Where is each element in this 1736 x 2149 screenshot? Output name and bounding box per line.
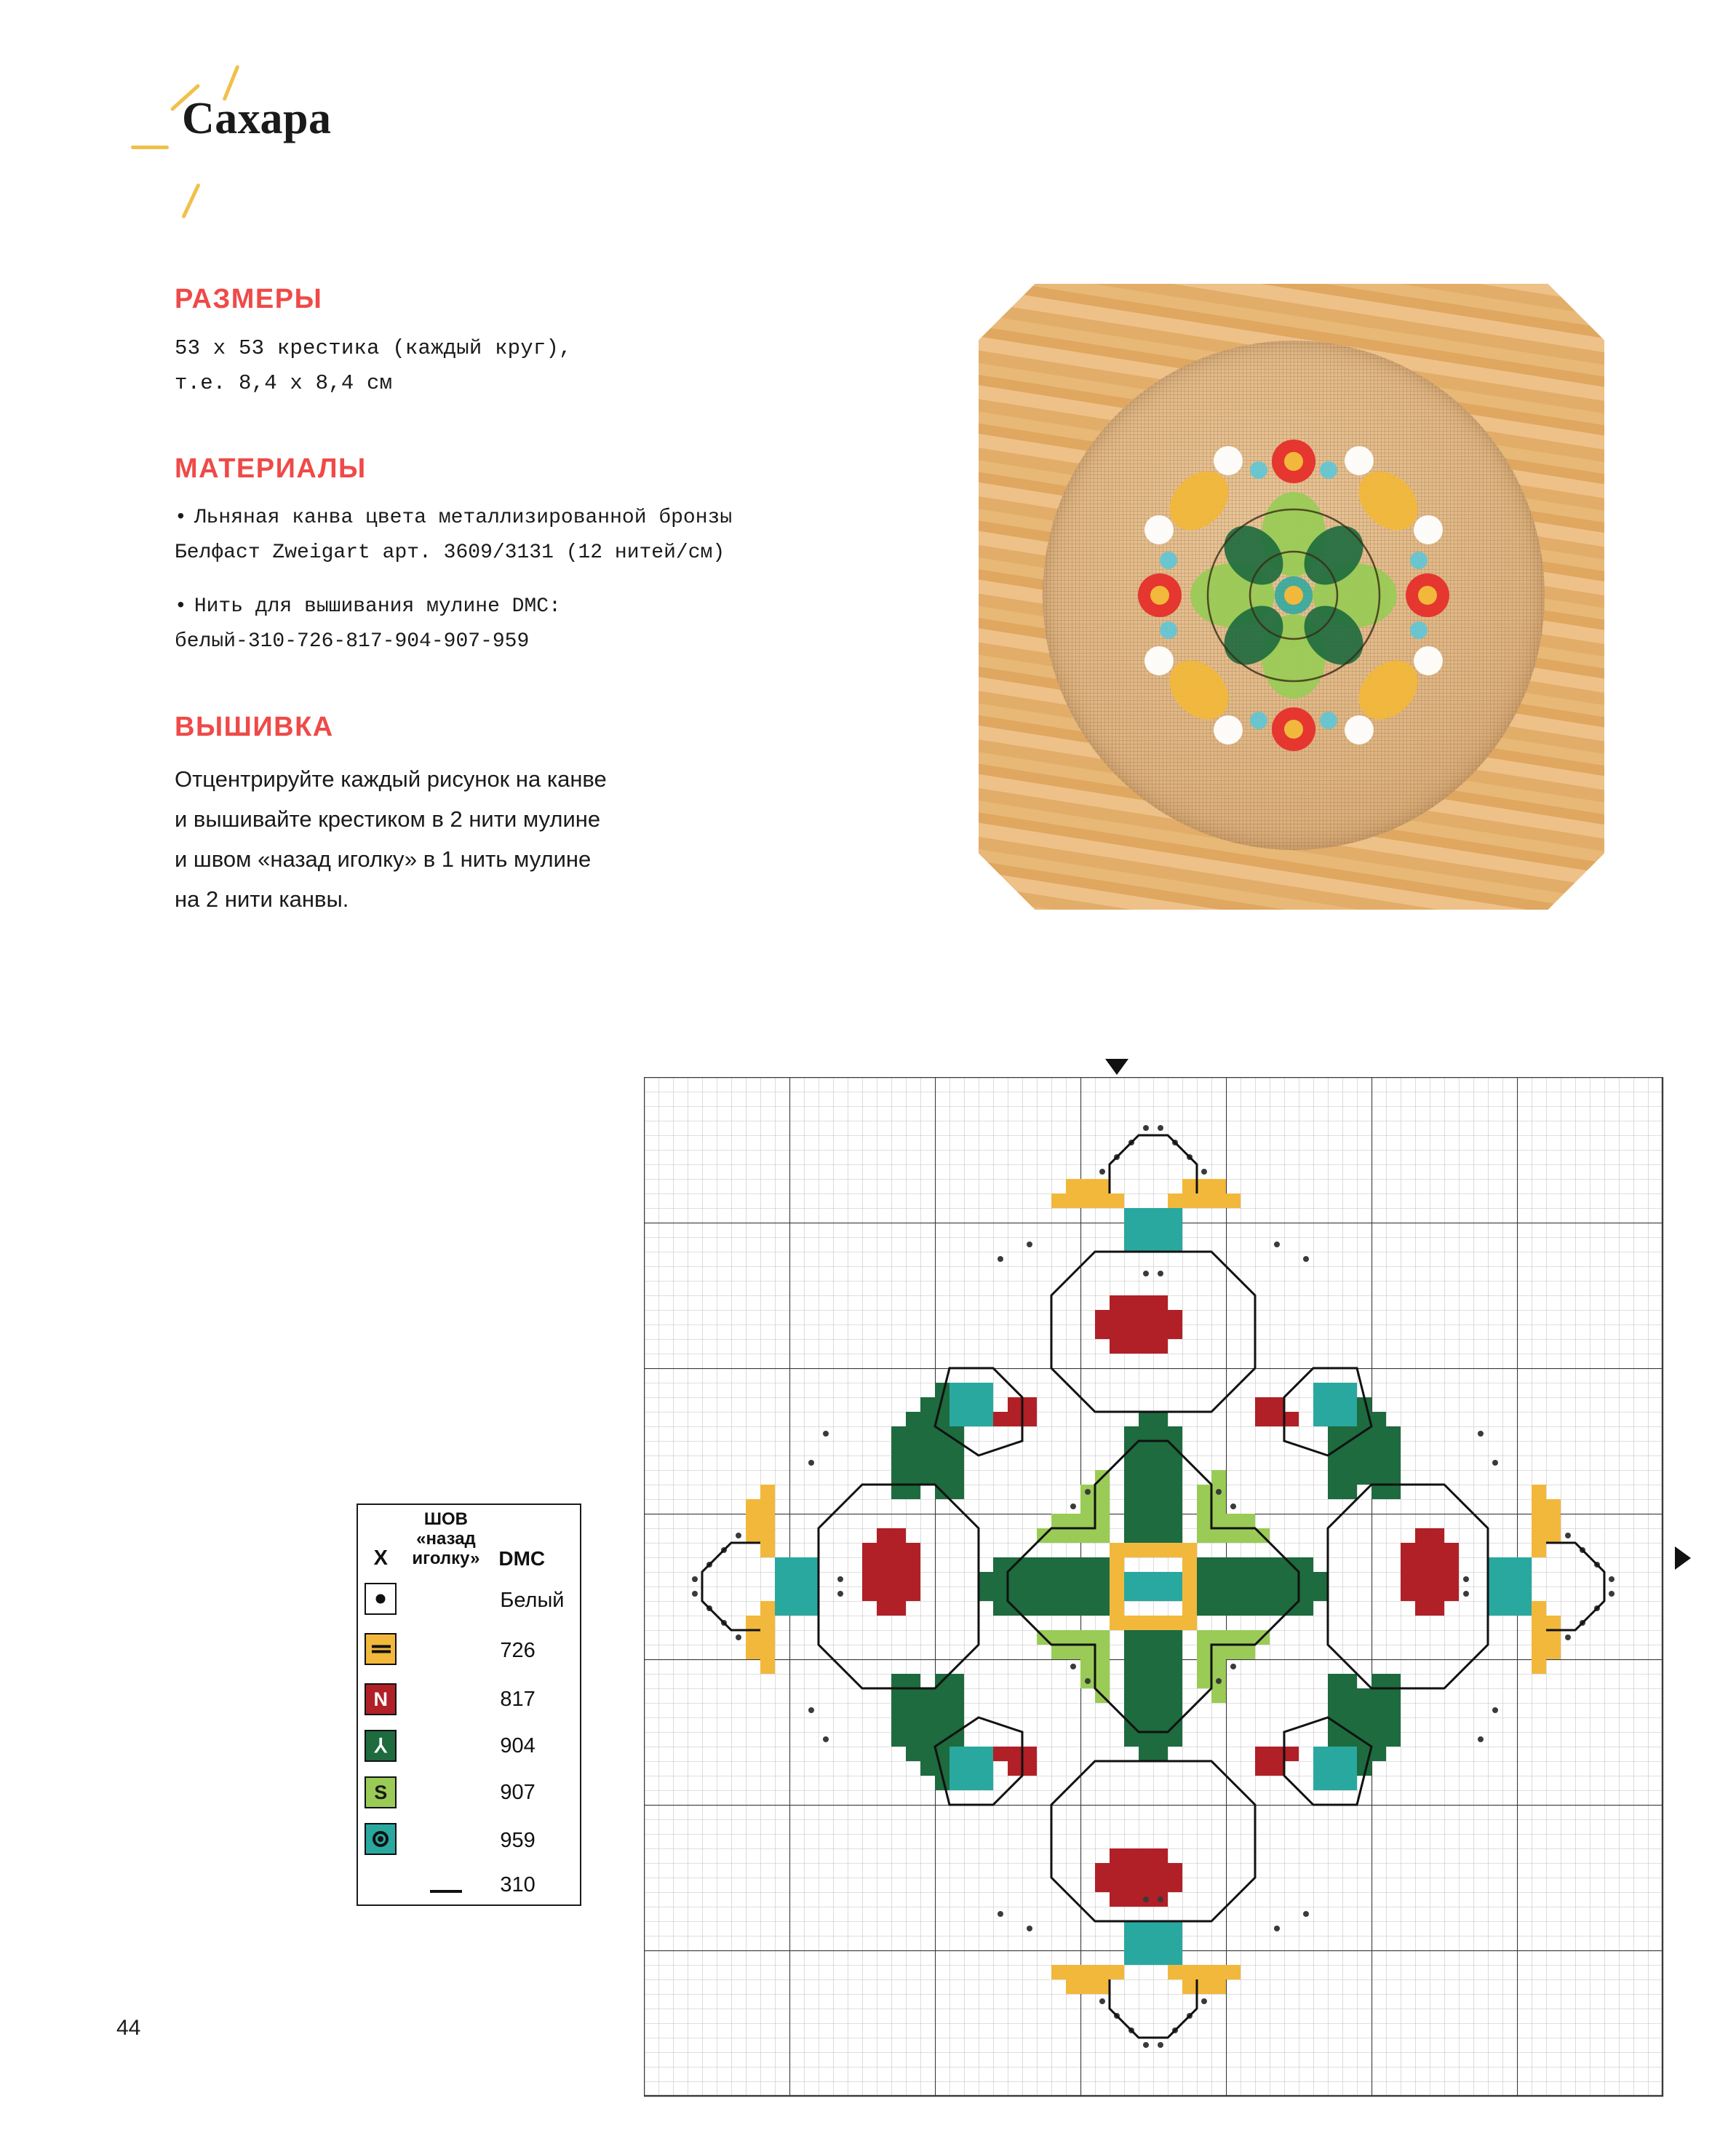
- legend-symbol-cell: [358, 1723, 404, 1769]
- legend-backstitch-cell: [404, 1676, 489, 1723]
- embroidery-line-4: на 2 нити канвы.: [175, 886, 349, 912]
- materials-heading: МАТЕРИАЛЫ: [175, 453, 367, 484]
- legend-backstitch-cell: [404, 1723, 489, 1769]
- legend-table: [357, 1503, 581, 1906]
- legend-symbol-cell: [358, 1576, 404, 1626]
- bullet-icon: •: [175, 595, 187, 618]
- legend-row: [358, 1626, 580, 1676]
- letter-s-icon: S: [365, 1776, 397, 1808]
- legend-dmc-value: 907: [500, 1780, 535, 1804]
- legend-header-backstitch-l1: ШОВ: [423, 1509, 468, 1529]
- legend-row: [358, 1816, 580, 1866]
- equals-icon: [365, 1633, 397, 1665]
- legend-header-backstitch-l2: «назад: [416, 1529, 476, 1549]
- page-title-block: [131, 73, 786, 204]
- embroidery-line-1: Отцентрируйте каждый рисунок на канве: [175, 766, 607, 792]
- legend-backstitch-cell: [404, 1626, 489, 1676]
- legend-dmc-value: 310: [500, 1873, 535, 1896]
- sunburst-ray-icon: [131, 146, 169, 149]
- sunburst-ray-icon: [181, 183, 201, 218]
- legend-row: [358, 1769, 580, 1816]
- legend-row: [358, 1723, 580, 1769]
- embroidered-fabric: [1043, 341, 1545, 850]
- legend-dmc-value: Белый: [500, 1589, 565, 1612]
- dash-line-icon: [430, 1874, 462, 1893]
- legend-row: [358, 1676, 580, 1723]
- embroidery-motif: [1090, 392, 1497, 799]
- embroidery-body: [175, 759, 829, 919]
- legend-header-row: [358, 1505, 580, 1576]
- circle-dot-icon: [365, 1823, 397, 1855]
- legend-header-cross: X: [373, 1546, 388, 1570]
- materials-item-2-line-1: Нить для вышивания мулине DMC:: [194, 595, 561, 618]
- legend-dmc-value: 904: [500, 1733, 535, 1757]
- legend-backstitch-cell: [404, 1576, 489, 1626]
- legend-dmc-value: 726: [500, 1639, 535, 1662]
- materials-item: [175, 589, 829, 659]
- white-dot-icon: [365, 1583, 397, 1615]
- legend-backstitch-cell: [404, 1866, 489, 1904]
- center-marker-right-icon: [1675, 1546, 1691, 1570]
- legend-header-backstitch-l3: иголку»: [412, 1549, 480, 1568]
- legend-symbol-cell: [358, 1769, 404, 1816]
- legend-symbol-cell: [358, 1866, 404, 1904]
- letter-n-icon: N: [365, 1683, 397, 1715]
- legend-backstitch-cell: [404, 1816, 489, 1866]
- embroidery-line-2: и вышивайте крестиком в 2 нити мулине: [175, 806, 601, 832]
- legend-symbol-cell: [358, 1676, 404, 1723]
- embroidery-line-3: и швом «назад иголку» в 1 нить мулине: [175, 846, 592, 872]
- materials-item-1-line-2: Белфаст Zweigart арт. 3609/3131 (12 нитей/см): [175, 541, 725, 564]
- center-marker-top-icon: [1105, 1059, 1128, 1075]
- legend-row: [358, 1576, 580, 1626]
- page-number: 44: [116, 2016, 141, 2040]
- legend-backstitch-cell: [404, 1769, 489, 1816]
- legend-header-dmc: DMC: [498, 1547, 546, 1570]
- cross-stitch-chart: [644, 1077, 1670, 2103]
- legend-header-backstitch: [404, 1505, 489, 1576]
- materials-item-2-line-2: белый-310-726-817-904-907-959: [175, 630, 530, 653]
- instructions-column: [175, 284, 829, 919]
- page-title: Сахара: [182, 94, 332, 143]
- legend-symbol-cell: [358, 1626, 404, 1676]
- sizes-line-1: 53 х 53 крестика (каждый круг),: [175, 336, 572, 360]
- legend-dmc-value: 817: [500, 1687, 535, 1711]
- materials-item-1-line-1: Льняная канва цвета металлизированной бронзы: [194, 507, 733, 529]
- legend-dmc-value: 959: [500, 1829, 535, 1852]
- legend-symbol-cell: [358, 1816, 404, 1866]
- sizes-body: [175, 331, 829, 401]
- sprout-icon: ⅄: [365, 1730, 397, 1762]
- materials-item: [175, 501, 829, 571]
- embroidery-heading: ВЫШИВКА: [175, 712, 334, 742]
- sizes-line-2: т.е. 8,4 х 8,4 см: [175, 371, 393, 395]
- sizes-heading: РАЗМЕРЫ: [175, 284, 323, 314]
- legend-row: [358, 1866, 580, 1904]
- chart-grid: [644, 1077, 1670, 2103]
- project-photo: [979, 284, 1604, 910]
- bullet-icon: •: [175, 507, 187, 529]
